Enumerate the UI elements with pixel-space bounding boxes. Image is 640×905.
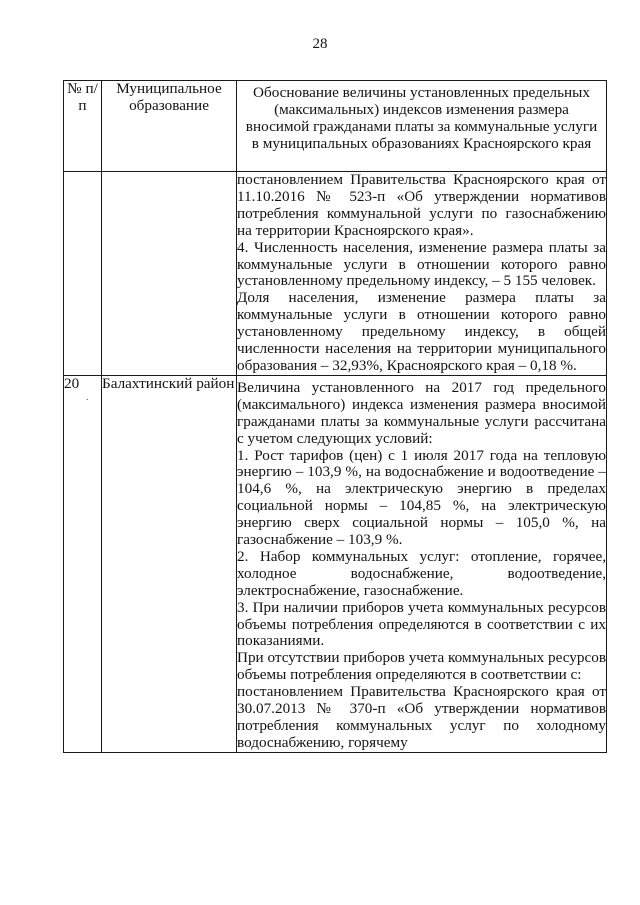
paragraph: постановлением Правительства Красноярского края от 30.07.2013 № 370-п «Об утверждении нормативов потребления коммунальных услуг по холодному водоснабжению, горячему	[237, 683, 606, 751]
header-number: № п/п	[64, 81, 102, 172]
paragraph: Величина установленного на 2017 год предельного (максимального) индекса изменения размера вносимой гражданами платы за коммунальные услуги рассчитана с учетом следующих условий:	[237, 378, 606, 447]
paragraph: При отсутствии приборов учета коммунальных ресурсов объемы потребления определяются в соответствии с:	[237, 649, 606, 684]
scan-mark: .	[86, 391, 89, 403]
table-row	[64, 375, 607, 752]
header-municipality: Муниципальное образование	[102, 81, 237, 172]
paragraph: 1. Рост тарифов (цен) с 1 июля 2017 года на тепловую энергию – 103,9 %, на водоснабжение и водоотведение – 104,6 %, на электрическую энергию в пределах социальной нормы – 104,85 %, на электрическую энергию сверх социальной нормы – 105,0 %, на газоснабжение – 103,9 %.	[237, 446, 606, 549]
paragraph: 3. При наличии приборов учета коммунальных ресурсов объемы потребления определяются в соответствии с их показаниями.	[237, 598, 606, 650]
row-justification	[237, 172, 607, 376]
index-justification-table	[63, 80, 607, 753]
row-municipality: Балахтинский район	[102, 375, 237, 752]
row-municipality	[102, 172, 237, 376]
table-row	[64, 172, 607, 376]
paragraph: Доля населения, изменение размера платы за коммунальные услуги в отношении которого равно установленному предельному индексу, в общей численности населения на территории муниципального образования – 32,93%, Красноярского края – 0,18 %.	[237, 289, 606, 374]
paragraph: 2. Набор коммунальных услуг: отопление, горячее, холодное водоснабжение, водоотведение, электроснабжение, газоснабжение.	[237, 547, 606, 599]
table-header	[64, 81, 607, 172]
row-number	[64, 172, 102, 376]
header-justification: Обоснование величины установленных предельных (максимальных) индексов изменения размера вносимой гражданами платы за коммунальные услуги в муниципальных образованиях Красноярского края	[237, 81, 607, 172]
row-justification	[237, 375, 607, 752]
row-number	[64, 375, 102, 752]
paragraph: постановлением Правительства Красноярского края от 11.10.2016 № 523-п «Об утверждении нормативов потребления коммунальной услуги по газоснабжению на территории Красноярского края».	[237, 171, 606, 239]
paragraph: 4. Численность населения, изменение размера платы за коммунальные услуги в отношении которого равно установленному предельному индексу, – 5 155 человек.	[237, 238, 606, 290]
page-number: 28	[312, 36, 328, 52]
row-number-text: 20	[64, 374, 80, 392]
